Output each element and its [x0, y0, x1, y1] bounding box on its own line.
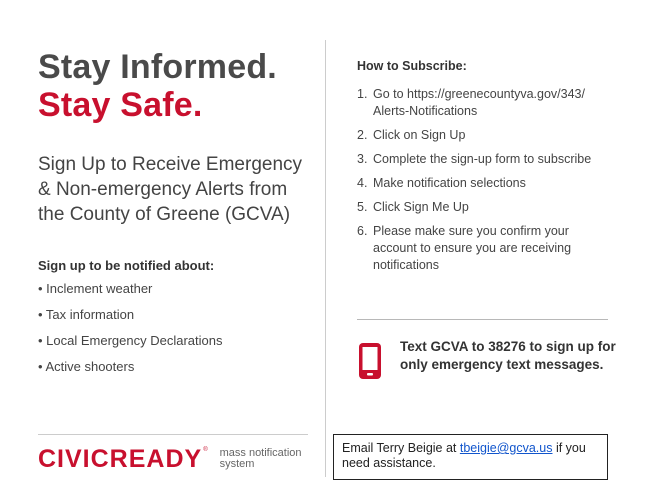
step-text: Click on Sign Up	[373, 128, 466, 142]
subscribe-step	[357, 175, 612, 192]
logo-tagline: mass notification system	[219, 447, 302, 470]
civicready-logo	[38, 445, 310, 473]
email-assistance-box	[333, 434, 608, 480]
step-number: 1.	[357, 87, 368, 101]
headline-stay-safe: Stay Safe.	[38, 86, 203, 124]
step-text: Click Sign Me Up	[373, 200, 469, 214]
subscribe-step	[357, 86, 612, 120]
subscribe-step	[357, 223, 612, 274]
intro-text: Sign Up to Receive Emergency & Non-emergency Alerts from the County of Greene (GCVA)	[38, 154, 303, 225]
notify-item: • Tax information	[38, 307, 135, 322]
subscribe-step	[357, 199, 612, 216]
step-text: Make notification selections	[373, 176, 526, 190]
notify-heading: Sign up to be notified about:	[38, 258, 215, 273]
notify-item: • Local Emergency Declarations	[38, 333, 223, 348]
subscribe-heading: How to Subscribe:	[357, 59, 467, 73]
sms-instructions: Text GCVA to 38276 to sign up for only emergency text messages.	[400, 339, 616, 372]
horizontal-divider	[357, 319, 608, 320]
subscribe-steps	[357, 86, 612, 274]
notify-list	[38, 281, 308, 375]
notify-item: • Inclement weather	[38, 281, 153, 296]
left-column	[38, 48, 308, 385]
step-text: Complete the sign-up form to subscribe	[373, 152, 592, 166]
mobile-phone-icon	[357, 342, 383, 380]
logo-trademark: ®	[203, 447, 208, 453]
notify-item: • Active shooters	[38, 359, 135, 374]
step-text: Please make sure you confirm your account to ensure you are receiving notifications	[373, 224, 572, 272]
email-suffix: if you need assistance.	[342, 441, 586, 470]
vertical-divider	[325, 40, 326, 477]
email-prefix: Email Terry Beigie at	[342, 441, 460, 455]
subscribe-step	[357, 151, 612, 168]
step-text: Go to https://greenecountyva.gov/343/ Alerts-Notifications	[373, 87, 585, 118]
footer-divider	[38, 434, 308, 435]
step-number: 5.	[357, 200, 368, 214]
sms-callout	[357, 338, 617, 380]
headline-stay-informed: Stay Informed.	[38, 48, 277, 86]
subscribe-section	[357, 59, 612, 281]
subscribe-step	[357, 127, 612, 144]
step-number: 6.	[357, 224, 368, 238]
step-number: 4.	[357, 176, 368, 190]
logo-wordmark: CIVICREADY	[38, 445, 203, 473]
step-number: 2.	[357, 128, 368, 142]
step-number: 3.	[357, 152, 368, 166]
email-link[interactable]: tbeigie@gcva.us	[459, 441, 553, 455]
